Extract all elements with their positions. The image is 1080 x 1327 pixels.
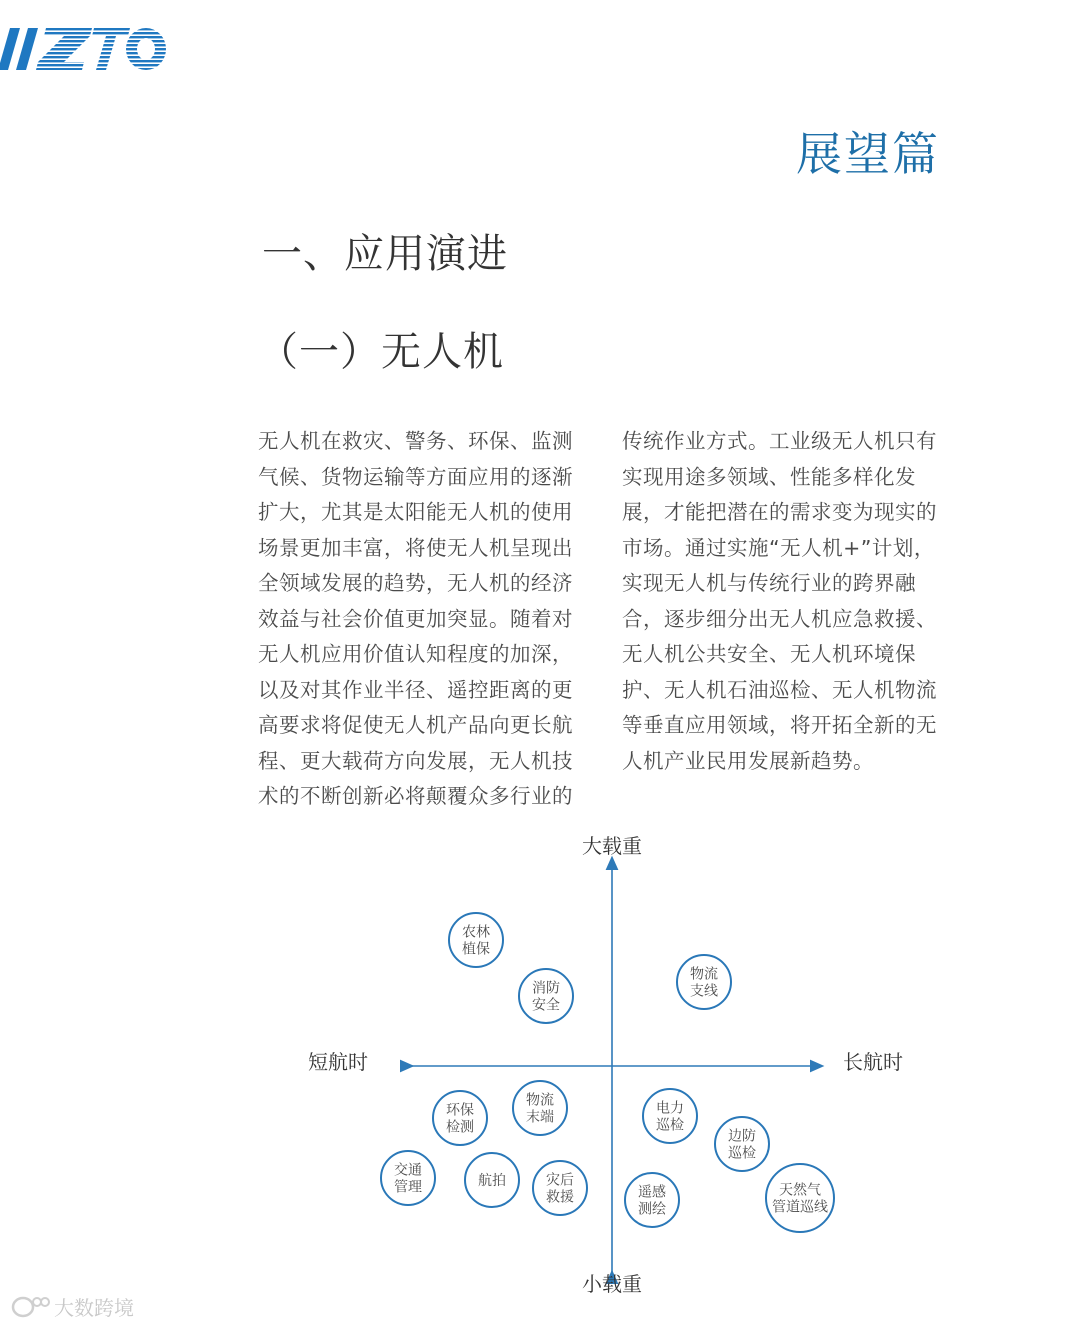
drone-application-quadrant-diagram [290,828,930,1308]
node-label: 电力 [656,1100,684,1117]
node-label: 物流 [690,966,718,983]
node-label: 巡检 [656,1117,684,1134]
node-label: 植保 [462,941,490,958]
diagram-node-gas [766,1164,834,1232]
diagram-node-logistics-branch [677,955,731,1009]
node-label: 管道巡线 [772,1199,828,1216]
node-label: 检测 [446,1119,474,1136]
diagram-node-traffic [381,1151,435,1205]
diagram-node-survey [625,1173,679,1227]
node-label: 天然气 [779,1182,821,1199]
node-label: 管理 [394,1179,422,1196]
node-label: 遥感 [638,1184,666,1201]
diagram-node-agri [449,913,503,967]
node-label: 边防 [728,1128,756,1145]
node-label: 灾后 [546,1172,574,1189]
axis-label-top: 大载重 [582,834,642,858]
node-label: 安全 [532,997,560,1014]
body-text-right-column: 传统作业方式。工业级无人机只有实现用途多领域、性能多样化发展，才能把潜在的需求变为现实的市场。通过实施“无人机+”计划，实现无人机与传统行业的跨界融合，逐步细分出无人机应急救援、无人机公共安全、无人机环境保护、无人机石油巡检、无人机物流等垂直应用领域，将开拓全新的无人机产业民用发展新趋势。 [622,429,937,773]
diagram-node-border [715,1117,769,1171]
node-label: 农林 [462,924,490,941]
node-label: 测绘 [638,1201,666,1218]
diagram-node-power [643,1089,697,1143]
body-text-left-column: 无人机在救灾、警务、环保、监测气候、货物运输等方面应用的逐渐扩大，尤其是太阳能无人机的使用场景更加丰富，将使无人机呈现出全领域发展的趋势，无人机的经济效益与社会价值更加突显。随着对无人机应用价值认知程度的加深，以及对其作业半径、遥控距离的更高要求将促使无人机产品向更长航程、更大载荷方向发展，无人机技术的不断创新必将颠覆众多行业的 [258,429,573,808]
eye-logo-icon [10,1294,50,1320]
node-label: 航拍 [478,1173,506,1189]
axis-label-bottom: 小载重 [582,1272,642,1296]
watermark-text: 大数跨境 [54,1296,134,1320]
node-label: 末端 [526,1109,554,1126]
diagram-node-fire [519,969,573,1023]
axis-label-right: 长航时 [843,1050,903,1074]
node-label: 支线 [690,983,718,1000]
node-label: 救援 [546,1189,574,1206]
diagram-node-logistics-end [513,1081,567,1135]
subsection-heading: （一）无人机 [258,329,504,375]
diagram-node-aerial [465,1153,519,1207]
company-logo [0,24,170,74]
node-label: 环保 [446,1102,474,1119]
chapter-heading: 一、应用演进 [262,231,508,277]
node-label: 交通 [394,1162,422,1179]
node-label: 巡检 [728,1145,756,1162]
diagram-node-env [433,1091,487,1145]
axis-label-left: 短航时 [308,1050,368,1074]
watermark [10,1292,134,1321]
node-label: 物流 [526,1092,554,1109]
node-label: 消防 [532,980,560,997]
diagram-node-disaster [533,1161,587,1215]
section-title: 展望篇 [796,127,940,181]
